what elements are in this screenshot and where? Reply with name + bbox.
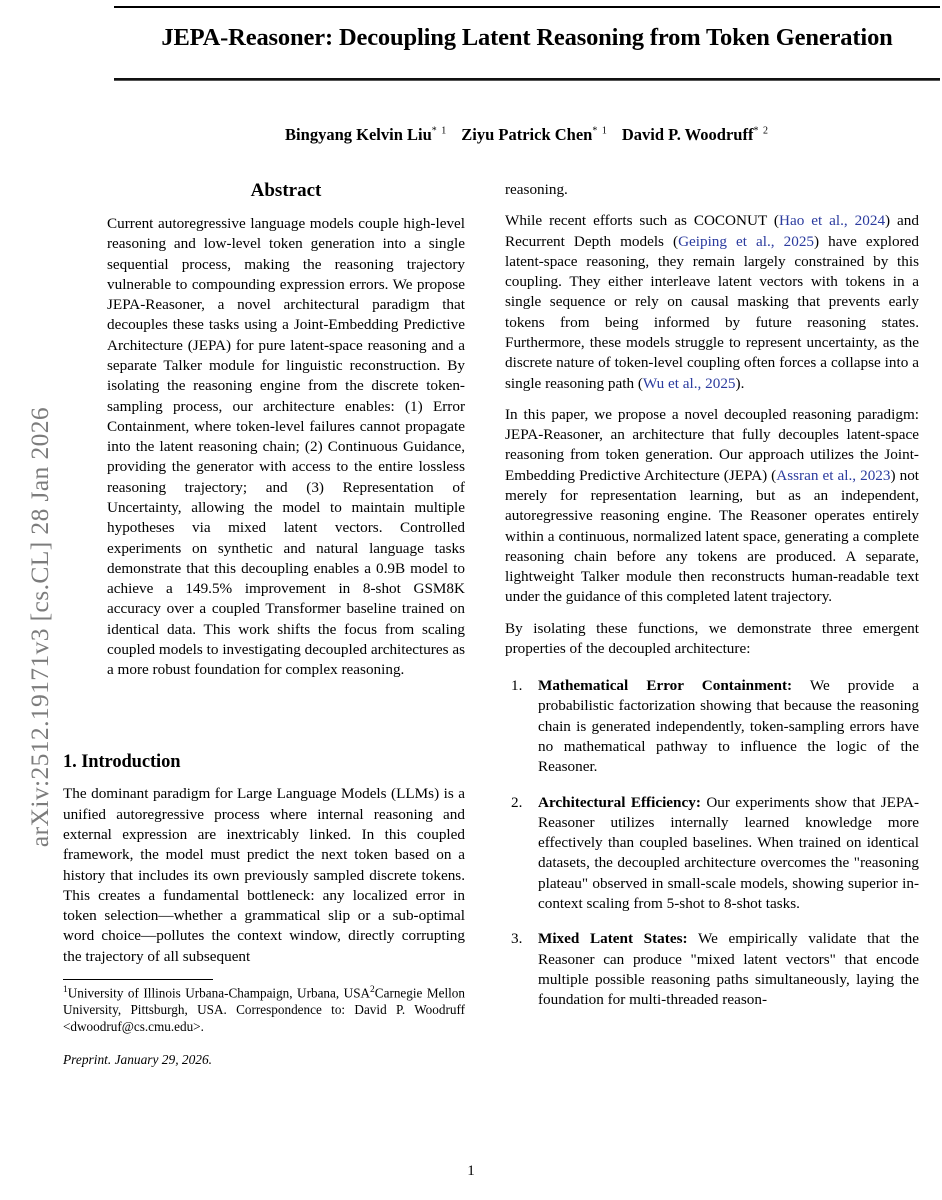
footnote-affiliation-1: University of Illinois Urbana-Champaign, Urbana, USA xyxy=(67,985,371,1001)
author-entry xyxy=(461,125,608,144)
citation-link-assran[interactable]: Assran et al., 2023 xyxy=(776,466,891,484)
citation-link-hao[interactable]: Hao et al., 2024 xyxy=(778,212,886,230)
proposal-paragraph xyxy=(505,405,919,608)
abstract-text: Current autoregressive language models couple high-level reasoning and low-level token generation into a single sequential process, making the reasoning trajectory vulnerable to compounding expression errors. We propose JEPA-Reasoner, a novel architectural paradigm that decouples these tasks using a Joint-Embedding Predictive Architecture (JEPA) for pure latent-space reasoning and a separate Talker module for linguistic reconstruction. By isolating the reasoning engine from the discrete token-sampling process, our architecture enables: (1) Error Containment, where token-level failures cannot propagate into the latent reasoning chain; (2) Continuous Guidance, providing the generator with access to the entire lossless reasoning trajectory; and (3) Representation of Uncertainty, allowing the model to maintain multiple hypotheses via mixed latent vectors. Controlled experiments on synthetic and natural language tasks demonstrate that this decoupling enables a 0.9B model to achieve a 149.5% improvement in 8-shot GSM8K accuracy over a coupled Transformer baseline trained on identical data. This work shifts the focus from scaling coupled models to investigating decoupled architectures as a more robust foundation for complex reasoning. xyxy=(107,215,465,679)
author-entry xyxy=(285,125,447,144)
citation-link-geiping[interactable]: Geiping et al., 2025 xyxy=(678,232,815,250)
footnote-mark-2: 2 xyxy=(370,985,375,995)
page-title: JEPA-Reasoner: Decoupling Latent Reasoning from Token Generation xyxy=(161,24,893,51)
arxiv-stamp-text: arXiv:2512.19171v3 [cs.CL] 28 Jan 2026 xyxy=(25,406,54,848)
proposal-pre: In this paper, we propose a novel decoupled reasoning paradigm: JEPA-Reasoner, an architecture that fully decouples latent-space reasoning from token generation. Our approach utilizes the Joint-Embedding Predictive Architecture (JEPA) ( xyxy=(505,405,919,484)
related-work-mid-2: ) have explored latent-space reasoning, they remain largely constrained by this coupling. They either interleave latent vectors with tokens in a single sequence or rely on causal masking that prevents early tokens from being informed by future reasoning states. Furthermore, these models struggle to represent uncertainty, as the discrete nature of token-level coupling often forces a collapse into a single reasoning path ( xyxy=(505,232,919,392)
author-entry xyxy=(622,125,769,144)
list-item-text: Our experiments show that JEPA-Reasoner utilizes internally learned knowledge more effectively than coupled baselines. When trained on identical datasets, the decoupled architecture overcomes the "reasoning plateau" observed in small-scale models, showing superior in-context scaling from 5-shot to 8-shot tasks. xyxy=(538,793,919,912)
list-item-title: Mixed Latent States: xyxy=(538,930,688,948)
author-name: Bingyang Kelvin Liu xyxy=(285,125,432,144)
author-name: David P. Woodruff xyxy=(621,125,754,144)
introduction-section xyxy=(63,752,465,967)
continuation-paragraph: reasoning. xyxy=(505,181,568,198)
list-item-number: 2. xyxy=(511,793,523,811)
author-list xyxy=(114,125,940,145)
list-item-number: 1. xyxy=(511,677,523,695)
arxiv-stamp xyxy=(0,0,56,1200)
list-item xyxy=(505,676,919,777)
list-item-text: We empirically validate that the Reasoner can produce "mixed latent vectors" that encode multiple possible reasoning paths simultaneously, laying the foundation for multi-threaded reason- xyxy=(538,930,920,1009)
page-number: 1 xyxy=(467,1163,475,1179)
proposal-post: ) not merely for representation learning, but as an independent, autoregressive reasoning engine. The Reasoner operates entirely within a continuous, normalized latent space, generating a complete reasoning chain before any tokens are produced. A separate, lightweight Talker module then reconstructs human-readable text under the guidance of this completed latent trajectory. xyxy=(505,466,920,606)
list-item xyxy=(505,793,919,915)
footnote-rule xyxy=(63,979,213,980)
left-column xyxy=(63,180,465,1068)
list-item-number: 3. xyxy=(511,930,523,948)
footnote-affiliation-2: Carnegie Mellon University, Pittsburgh, USA. Correspondence to: David P. Woodruff <dwoodruf@cs.cmu.edu>. xyxy=(63,985,465,1034)
citation-link-wu[interactable]: Wu et al., 2025 xyxy=(642,374,736,392)
header-rule-bottom xyxy=(114,78,940,81)
introduction-paragraph: The dominant paradigm for Large Language Models (LLMs) is a unified autoregressive process where internal reasoning and external expression are inextricably linked. In this coupled framework, the model must predict the next token based on a history that includes its own previously sampled discrete tokens. This creates a fundamental bottleneck: any localized error in token selection—whether a grammatical slip or a sub-optimal word choice—pollutes the context window, directly corrupting the trajectory of all subsequent xyxy=(63,785,465,965)
related-work-paragraph xyxy=(505,211,919,394)
related-work-post: ). xyxy=(735,374,745,392)
right-column xyxy=(505,180,919,1025)
author-marks: * 1 xyxy=(592,125,608,137)
related-work-pre: While recent efforts such as COCONUT ( xyxy=(505,212,779,230)
list-item xyxy=(505,929,919,1010)
introduction-heading: 1. Introduction xyxy=(63,752,181,773)
contributions-list xyxy=(505,676,919,1010)
list-item-title: Mathematical Error Containment: xyxy=(538,677,793,695)
footnote-affiliations xyxy=(63,985,465,1035)
author-name: Ziyu Patrick Chen xyxy=(461,125,593,144)
list-item-title: Architectural Efficiency: xyxy=(538,793,701,811)
abstract-heading: Abstract xyxy=(250,180,322,201)
paper-page xyxy=(58,0,942,1200)
header-rule-top xyxy=(114,6,940,8)
author-marks: * 2 xyxy=(753,125,769,137)
related-work-mid-1: ) and Recurrent Depth models ( xyxy=(505,212,919,250)
footnote-mark-1: 1 xyxy=(63,985,68,995)
preprint-line: Preprint. January 29, 2026. xyxy=(63,1052,213,1068)
list-item-text: We provide a probabilistic factorization showing that because the reasoning chain is generated independently, token-sampling errors have no mathematical pathway to influence the logic of the Reasoner. xyxy=(538,677,920,776)
contributions-lead-in: By isolating these functions, we demonstrate three emergent properties of the decoupled architecture: xyxy=(505,619,919,657)
author-marks: * 1 xyxy=(431,125,448,137)
abstract-section xyxy=(107,180,465,680)
